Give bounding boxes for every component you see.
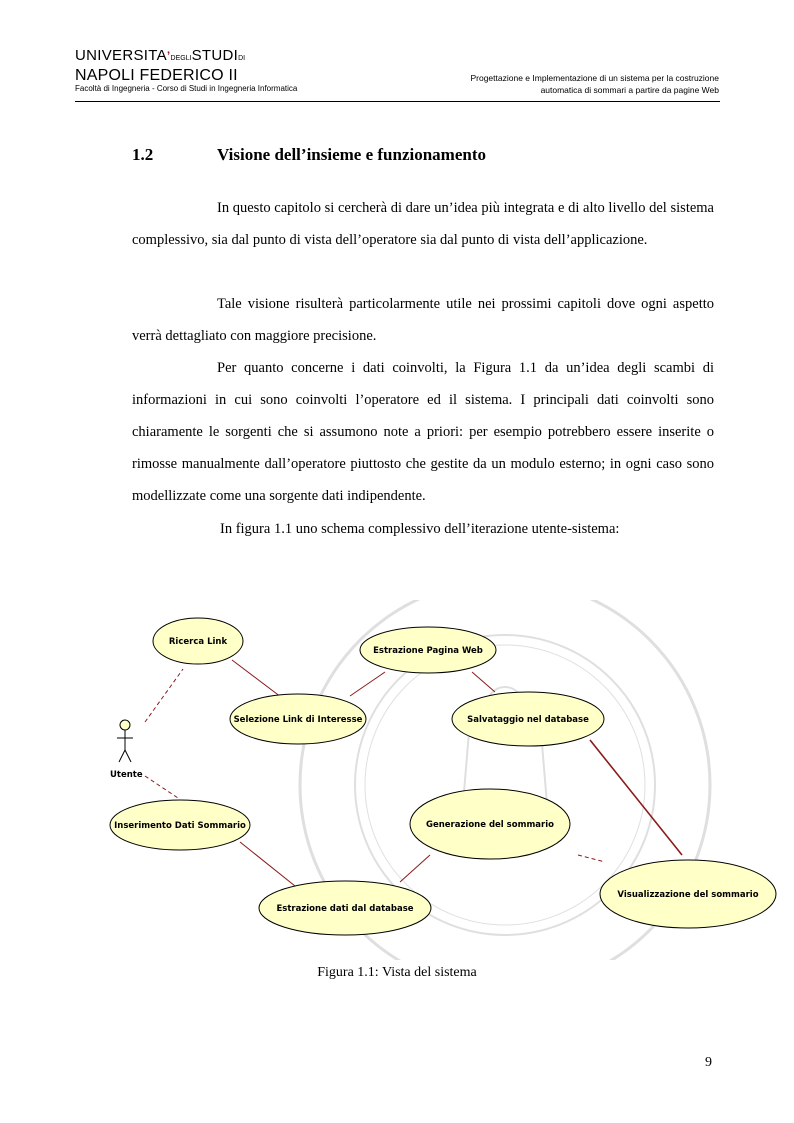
use-case-estrazione-pagina <box>360 627 496 673</box>
link-selezione-estrazione <box>350 672 385 696</box>
link-actor-inserimento <box>145 776 178 798</box>
use-case-estrazione-dati <box>259 881 431 935</box>
use-case-selezione <box>230 694 366 744</box>
figure-caption: Figura 1.1: Vista del sistema <box>317 965 477 980</box>
section-title: Visione dell’insieme e funzionamento <box>217 145 486 164</box>
logo-di: DI <box>238 55 246 62</box>
use-case-estrazione-pagina-label: Estrazione Pagina Web <box>373 646 483 656</box>
header-thesis-line1: Progettazione e Implementazione di un sistema per la costruzione <box>470 73 719 83</box>
use-case-diagram <box>100 600 794 960</box>
use-case-inserimento <box>110 800 250 850</box>
section-number: 1.2 <box>132 145 154 164</box>
use-case-generazione-label: Generazione del sommario <box>426 820 554 830</box>
actor-label: Utente <box>110 770 143 780</box>
logo-degli: DEGLI <box>170 55 192 62</box>
paragraph-3: Per quanto concerne i dati coinvolti, la Figura 1.1 da un’idea degli scambi di informazioni in cui sono coinvolti l’operatore ed il sistema. I principali dati coinvolti sono chiaramente le sorgenti che si assumono note a priori: per esempio potrebbero essere inserite o rimosse manualmente dall’operatore piuttosto che gestite da un modulo esterno; in ogni caso sono modellizzate come una sorgente dati indipendente. <box>132 360 714 504</box>
link-actor-ricerca <box>145 669 183 722</box>
logo-napoli: NAPOLI FEDERICO II <box>75 67 238 84</box>
actor-utente <box>117 720 133 762</box>
logo-studi: STUDI <box>191 47 239 64</box>
use-case-salvataggio <box>452 692 604 746</box>
link-generazione-visualizzazione <box>578 855 605 862</box>
logo-universita: UNIVERSITA <box>75 47 167 64</box>
link-ricerca-selezione <box>232 660 285 700</box>
paragraph-2: Tale visione risulterà particolarmente utile nei prossimi capitoli dove ogni aspetto verrà dettagliato con maggiore precisione. <box>132 296 714 344</box>
faculty-line: Facoltà di Ingegneria - Corso di Studi in Ingegneria Informatica <box>75 84 298 93</box>
paragraph-1: In questo capitolo si cercherà di dare un’idea più integrata e di alto livello del sistema complessivo, sia dal punto di vista dell’operatore sia dal punto di vista dell’applicazione. <box>132 200 714 248</box>
link-salvataggio-visualizzazione <box>590 740 682 855</box>
paragraph-4: In figura 1.1 uno schema complessivo dell’iterazione utente-sistema: <box>220 521 620 537</box>
header-thesis-line2: automatica di sommari a partire da pagine Web <box>540 85 719 95</box>
link-generazione-estrazione-dati <box>400 855 430 882</box>
use-case-ricerca <box>153 618 243 664</box>
use-case-salvataggio-label: Salvataggio nel database <box>467 715 589 725</box>
associations <box>145 660 682 890</box>
header-thesis-title <box>419 72 719 96</box>
use-case-ricerca-label: Ricerca Link <box>168 637 228 647</box>
university-logo <box>75 48 245 84</box>
use-case-visualizzazione <box>600 860 776 928</box>
link-estrazione-salvataggio <box>472 672 495 692</box>
use-case-estrazione-dati-label: Estrazione dati dal database <box>276 904 414 914</box>
link-inserimento-estrazione-dati <box>240 842 300 890</box>
logo-mark: ’ <box>166 49 171 63</box>
use-case-inserimento-label: Inserimento Dati Sommario <box>114 821 246 831</box>
use-case-generazione <box>410 789 570 859</box>
use-case-visualizzazione-label: Visualizzazione del sommario <box>617 890 759 900</box>
page-number: 9 <box>705 1055 712 1070</box>
header-rule <box>75 101 720 102</box>
use-case-selezione-label: Selezione Link di Interesse <box>233 715 363 725</box>
